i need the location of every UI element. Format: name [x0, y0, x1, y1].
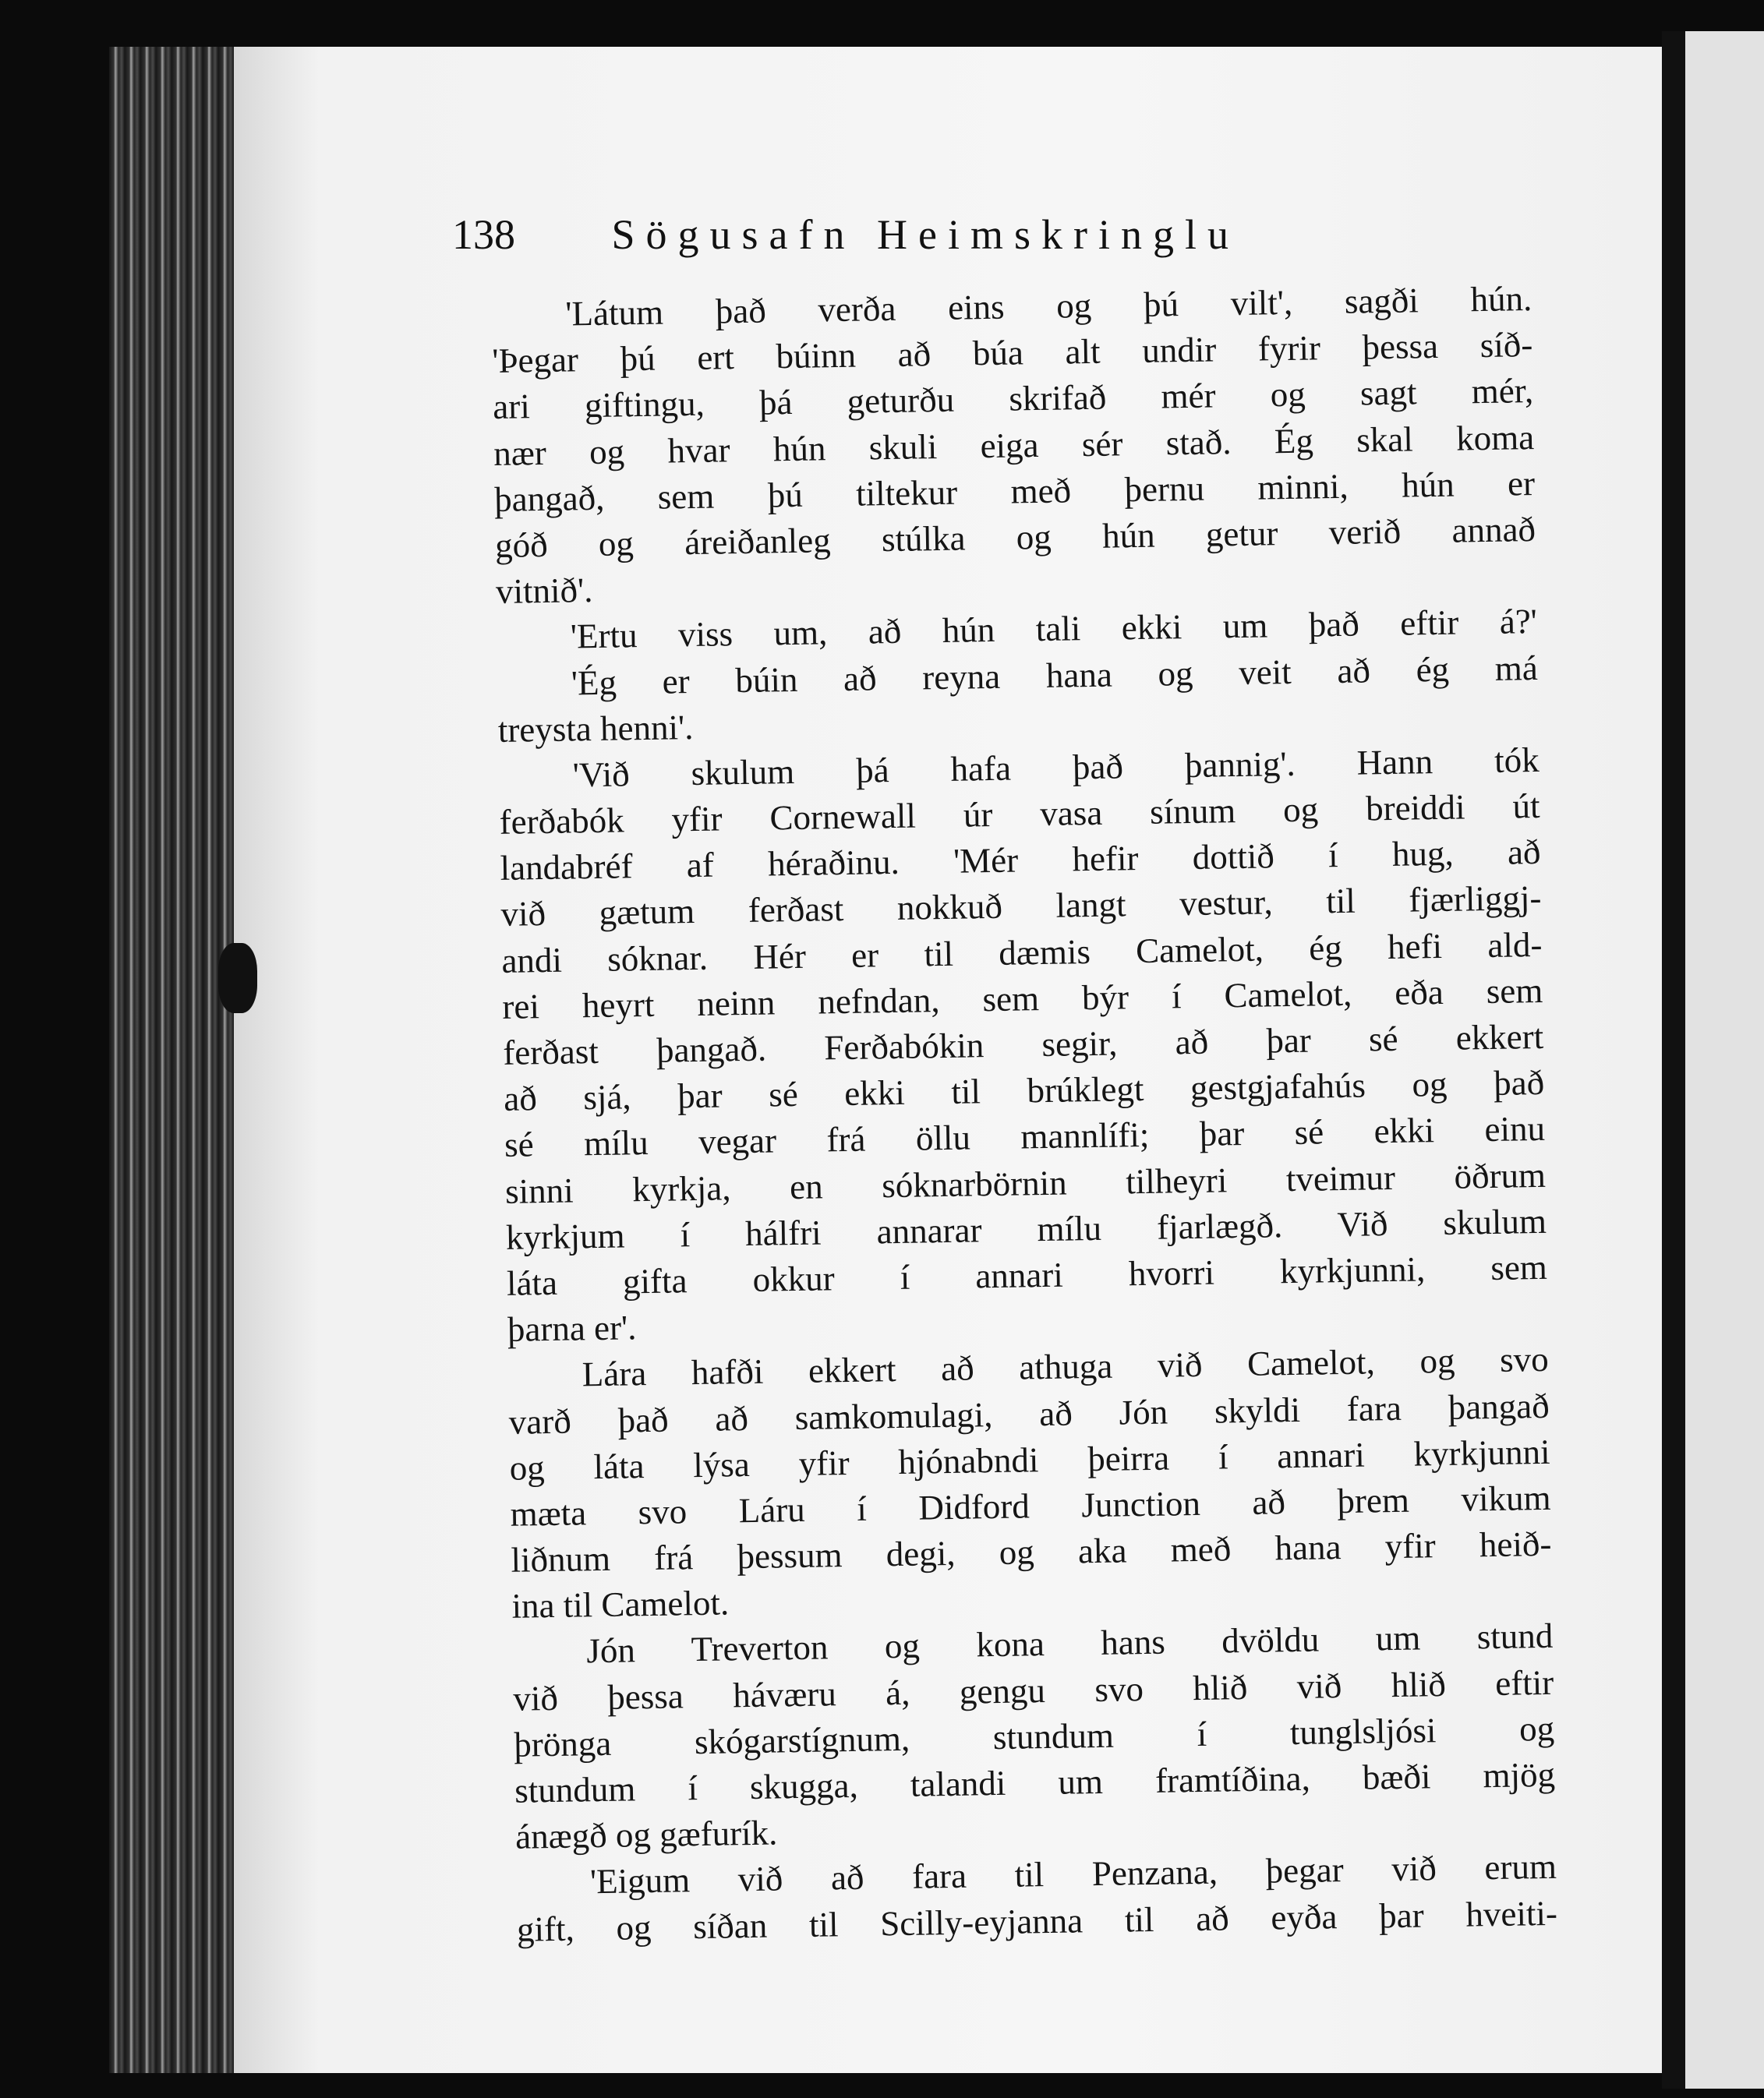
running-header	[452, 210, 1239, 259]
text-line: treysta henni'.	[497, 707, 694, 750]
page-gutter	[1662, 31, 1685, 2089]
text-line: vitnið'.	[495, 570, 593, 612]
text-line: 'Ertu viss um, að hún tali ekki um það eftir á?'	[570, 602, 1538, 656]
text-line: landabréf af héraðinu. 'Mér hefir dottið í hug, að	[500, 832, 1541, 888]
text-line: sé mílu vegar frá öllu mannlífi; þar sé ekki einu	[504, 1109, 1546, 1165]
page-number: 138	[452, 211, 515, 258]
text-line: góð og áreiðanleg stúlka og hún getur verið annað	[494, 509, 1536, 565]
text-line: þarna er'.	[507, 1308, 637, 1349]
facing-page-edge	[1685, 31, 1764, 2089]
text-line: liðnum frá þessum degi, og aka með hana yfir heið-	[511, 1524, 1552, 1580]
text-line: 'Látum það verða eins og þú vilt', sagði hún.	[565, 279, 1532, 334]
text-line: láta gifta okkur í annari hvorri kyrkjunni, sem	[506, 1247, 1548, 1303]
text-line: 'Við skulum þá hafa það þannig'. Hann tók	[572, 740, 1540, 795]
text-line: og láta lýsa yfir hjónabndi þeirra í annari kyrkjunni	[509, 1432, 1550, 1488]
body-text	[491, 276, 1557, 1952]
text-line: rei heyrt neinn nefndan, sem býr í Camelot, eða sem	[502, 970, 1543, 1026]
text-line: Lára hafði ekkert að athuga við Camelot, og svo	[582, 1340, 1550, 1394]
text-line: ferðabók yfir Cornewall úr vasa sínum og breiddi út	[499, 786, 1540, 842]
text-line: 'Eigum við að fara til Penzana, þegar við erum	[589, 1847, 1557, 1902]
book-spine-edge	[109, 47, 242, 2073]
text-line: gift, og síðan til Scilly-eyjanna til að eyða þar hveiti-	[516, 1893, 1558, 1949]
text-line: við þessa háværu á, gengu svo hlið við hlið eftir	[512, 1662, 1554, 1718]
text-line: 'Þegar þú ert búinn að búa alt undir fyrir þessa síð-	[491, 325, 1533, 381]
text-line: andi sóknar. Hér er til dæmis Camelot, ég hefi ald-	[501, 924, 1543, 980]
text-line: 'Ég er búin að reyna hana og veit að ég má	[571, 648, 1539, 702]
text-line: ánægð og gæfurík.	[514, 1813, 778, 1856]
text-line: ari giftingu, þá geturðu skrifað mér og sagt mér,	[492, 371, 1534, 427]
text-line: ina til Camelot.	[511, 1583, 730, 1626]
text-line: varð það að samkomulagi, að Jón skyldi fara þangað	[508, 1386, 1550, 1442]
text-line: Jón Treverton og kona hans dvöldu um stund	[586, 1616, 1554, 1671]
text-line: nær og hvar hún skuli eiga sér stað. Ég skal koma	[493, 417, 1535, 473]
text-line: ferðast þangað. Ferðabókin segir, að þar sé ekkert	[502, 1016, 1544, 1072]
text-line: þangað, sem þú tiltekur með þernu minni, hún er	[493, 463, 1536, 519]
text-line: kyrkjum í hálfri annarar mílu fjarlægð. Við skulum	[505, 1201, 1547, 1257]
binding-mark	[218, 943, 257, 1013]
text-line: mæta svo Láru í Didford Junction að þrem vikum	[510, 1478, 1551, 1534]
text-line: sinni kyrkja, en sóknarbörnin tilheyri tveimur öðrum	[504, 1155, 1547, 1211]
text-line: að sjá, þar sé ekki til brúklegt gestgjafahús og það	[503, 1063, 1545, 1119]
text-line: stundum í skugga, talandi um framtíðina, bæði mjög	[514, 1754, 1556, 1810]
text-line: þrönga skógarstígnum, stundum í tunglsljósi og	[513, 1708, 1555, 1764]
running-title: Sögusafn Heimskringlu	[611, 211, 1239, 258]
text-line: við gætum ferðast nokkuð langt vestur, til fjærliggj-	[500, 878, 1542, 934]
